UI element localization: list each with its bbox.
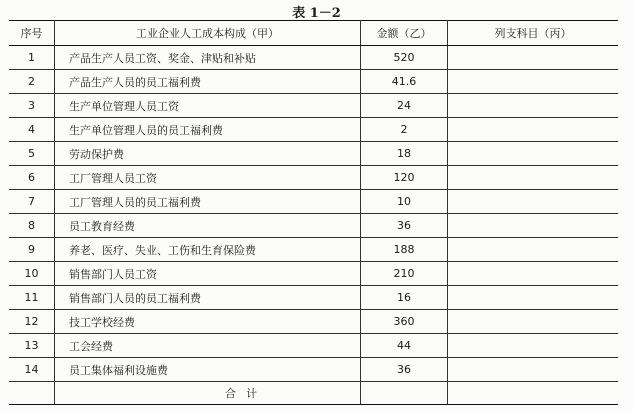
- row-item: 销售部门人员工资: [55, 262, 361, 286]
- row-number: 11: [9, 286, 55, 310]
- row-amount: 120: [361, 166, 448, 190]
- row-amount: 2: [361, 118, 448, 142]
- row-account: [448, 142, 619, 166]
- row-number: 7: [9, 190, 55, 214]
- row-item: 技工学校经费: [55, 310, 361, 334]
- table-row: [9, 94, 618, 118]
- table-row: [9, 46, 618, 70]
- row-item: 员工集体福利设施费: [55, 358, 361, 382]
- row-account: [448, 118, 619, 142]
- labor-cost-table: [9, 20, 618, 405]
- total-account: [448, 382, 619, 405]
- row-number: 1: [9, 46, 55, 70]
- table-body: [9, 46, 618, 405]
- row-number: 3: [9, 94, 55, 118]
- table-row: [9, 262, 618, 286]
- header-no: 序号: [9, 21, 55, 46]
- row-number: 5: [9, 142, 55, 166]
- row-account: [448, 334, 619, 358]
- row-item: 销售部门人员的员工福利费: [55, 286, 361, 310]
- row-amount: 188: [361, 238, 448, 262]
- row-amount: 41.6: [361, 70, 448, 94]
- table-row: [9, 118, 618, 142]
- total-row: [9, 382, 618, 405]
- table-row: [9, 166, 618, 190]
- table-row: [9, 70, 618, 94]
- row-amount: 16: [361, 286, 448, 310]
- row-account: [448, 94, 619, 118]
- row-item: 工厂管理人员工资: [55, 166, 361, 190]
- row-amount: 520: [361, 46, 448, 70]
- table-header-row: [9, 21, 618, 46]
- table-row: [9, 310, 618, 334]
- row-account: [448, 286, 619, 310]
- row-number: 13: [9, 334, 55, 358]
- table-row: [9, 238, 618, 262]
- row-item: 劳动保护费: [55, 142, 361, 166]
- row-account: [448, 46, 619, 70]
- table-row: [9, 334, 618, 358]
- row-item: 养老、医疗、失业、工伤和生育保险费: [55, 238, 361, 262]
- row-account: [448, 262, 619, 286]
- row-number: 8: [9, 214, 55, 238]
- table-row: [9, 142, 618, 166]
- row-number: 10: [9, 262, 55, 286]
- table-row: [9, 358, 618, 382]
- row-amount: 18: [361, 142, 448, 166]
- row-account: [448, 310, 619, 334]
- row-amount: 36: [361, 358, 448, 382]
- total-label: 合计: [55, 382, 361, 405]
- row-account: [448, 358, 619, 382]
- row-item: 生产单位管理人员的员工福利费: [55, 118, 361, 142]
- row-amount: 24: [361, 94, 448, 118]
- row-account: [448, 238, 619, 262]
- total-number-cell: [9, 382, 55, 405]
- row-item: 工会经费: [55, 334, 361, 358]
- row-account: [448, 166, 619, 190]
- row-number: 9: [9, 238, 55, 262]
- row-amount: 36: [361, 214, 448, 238]
- total-amount: [361, 382, 448, 405]
- row-item: 工厂管理人员的员工福利费: [55, 190, 361, 214]
- header-account: 列支科目（丙）: [448, 21, 619, 46]
- row-number: 4: [9, 118, 55, 142]
- row-amount: 210: [361, 262, 448, 286]
- table-row: [9, 214, 618, 238]
- header-item: 工业企业人工成本构成（甲）: [55, 21, 361, 46]
- row-item: 员工教育经费: [55, 214, 361, 238]
- row-number: 2: [9, 70, 55, 94]
- row-amount: 360: [361, 310, 448, 334]
- row-account: [448, 190, 619, 214]
- row-number: 12: [9, 310, 55, 334]
- table-row: [9, 190, 618, 214]
- row-number: 6: [9, 166, 55, 190]
- table-row: [9, 286, 618, 310]
- row-amount: 10: [361, 190, 448, 214]
- row-item: 生产单位管理人员工资: [55, 94, 361, 118]
- row-amount: 44: [361, 334, 448, 358]
- row-item: 产品生产人员工资、奖金、津贴和补贴: [55, 46, 361, 70]
- row-account: [448, 214, 619, 238]
- row-item: 产品生产人员的员工福利费: [55, 70, 361, 94]
- header-amount: 金额（乙）: [361, 21, 448, 46]
- row-account: [448, 70, 619, 94]
- row-number: 14: [9, 358, 55, 382]
- table-caption: 表 1－2: [292, 6, 341, 21]
